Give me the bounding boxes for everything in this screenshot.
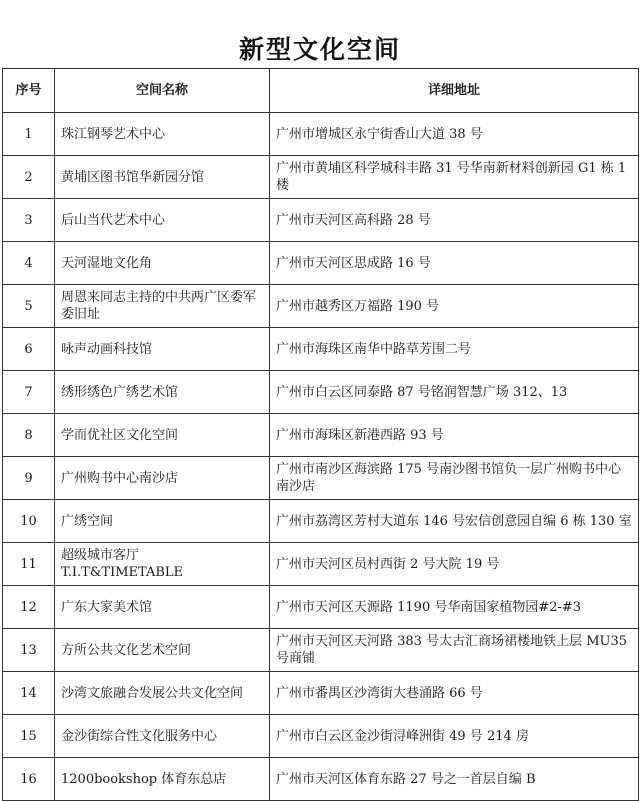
row-index: 5 [3, 285, 55, 328]
row-space-name: 绣形绣色广绣艺术馆 [55, 371, 270, 414]
row-address: 广州市南沙区海滨路 175 号南沙图书馆负一层广州购书中心南沙店 [270, 457, 639, 500]
row-index: 9 [3, 457, 55, 500]
row-space-name: 珠江钢琴艺术中心 [55, 113, 270, 156]
row-space-name: 天河湿地文化角 [55, 242, 270, 285]
row-index: 12 [3, 586, 55, 629]
row-address: 广州市天河区天源路 1190 号华南国家植物园#2-#3 [270, 586, 639, 629]
row-address: 广州市天河区员村西街 2 号大院 19 号 [270, 543, 639, 586]
row-space-name: 广州购书中心南沙店 [55, 457, 270, 500]
row-index: 3 [3, 199, 55, 242]
row-address: 广州市海珠区南华中路草芳围二号 [270, 328, 639, 371]
row-space-name: 周恩来同志主持的中共两广区委军委旧址 [55, 285, 270, 328]
table-row [3, 758, 639, 801]
row-address: 广州市越秀区万福路 190 号 [270, 285, 639, 328]
table-row [3, 285, 639, 328]
table-row [3, 500, 639, 543]
header-index: 序号 [3, 69, 55, 113]
row-index: 14 [3, 672, 55, 715]
row-index: 13 [3, 629, 55, 672]
row-index: 8 [3, 414, 55, 457]
table-row [3, 543, 639, 586]
row-index: 7 [3, 371, 55, 414]
table-row [3, 414, 639, 457]
row-address: 广州市天河区天河路 383 号太古汇商场裙楼地铁上层 MU35 号商铺 [270, 629, 639, 672]
row-space-name: 广绣空间 [55, 500, 270, 543]
row-space-name: 咏声动画科技馆 [55, 328, 270, 371]
cultural-space-table [2, 68, 639, 801]
table-row [3, 457, 639, 500]
table-row [3, 715, 639, 758]
row-index: 15 [3, 715, 55, 758]
row-address: 广州市天河区高科路 28 号 [270, 199, 639, 242]
table-row [3, 672, 639, 715]
table-row [3, 199, 639, 242]
row-address: 广州市海珠区新港西路 93 号 [270, 414, 639, 457]
row-address: 广州市天河区体育东路 27 号之一首层自编 B [270, 758, 639, 801]
table-row [3, 328, 639, 371]
table-row [3, 242, 639, 285]
row-index: 4 [3, 242, 55, 285]
row-space-name: 广东大家美术馆 [55, 586, 270, 629]
row-index: 11 [3, 543, 55, 586]
row-space-name: 黄埔区图书馆华新园分馆 [55, 156, 270, 199]
table-row [3, 371, 639, 414]
row-index: 2 [3, 156, 55, 199]
table-header-row [3, 69, 639, 113]
row-address: 广州市荔湾区芳村大道东 146 号宏信创意园自编 6 栋 130 室 [270, 500, 639, 543]
row-address: 广州市黄埔区科学城科丰路 31 号华南新材料创新园 G1 栋 1 楼 [270, 156, 639, 199]
row-space-name: 金沙街综合性文化服务中心 [55, 715, 270, 758]
row-space-name: 1200bookshop 体育东总店 [55, 758, 270, 801]
row-address: 广州市白云区金沙街浔峰洲街 49 号 214 房 [270, 715, 639, 758]
table-row [3, 586, 639, 629]
row-address: 广州市白云区同泰路 87 号铭润智慧广场 312、13 [270, 371, 639, 414]
table-row [3, 156, 639, 199]
row-address: 广州市番禺区沙湾街大巷涌路 66 号 [270, 672, 639, 715]
row-address: 广州市天河区思成路 16 号 [270, 242, 639, 285]
row-index: 6 [3, 328, 55, 371]
row-space-name: 沙湾文旅融合发展公共文化空间 [55, 672, 270, 715]
row-index: 16 [3, 758, 55, 801]
row-space-name: 超级城市客厅 T.I.T&TIMETABLE [55, 543, 270, 586]
table-row [3, 113, 639, 156]
header-address: 详细地址 [270, 69, 639, 113]
row-space-name: 方所公共文化艺术空间 [55, 629, 270, 672]
row-index: 10 [3, 500, 55, 543]
row-space-name: 后山当代艺术中心 [55, 199, 270, 242]
row-index: 1 [3, 113, 55, 156]
page-title: 新型文化空间 [238, 35, 401, 64]
row-address: 广州市增城区永宁街香山大道 38 号 [270, 113, 639, 156]
table-row [3, 629, 639, 672]
row-space-name: 学而优社区文化空间 [55, 414, 270, 457]
header-space-name: 空间名称 [55, 69, 270, 113]
